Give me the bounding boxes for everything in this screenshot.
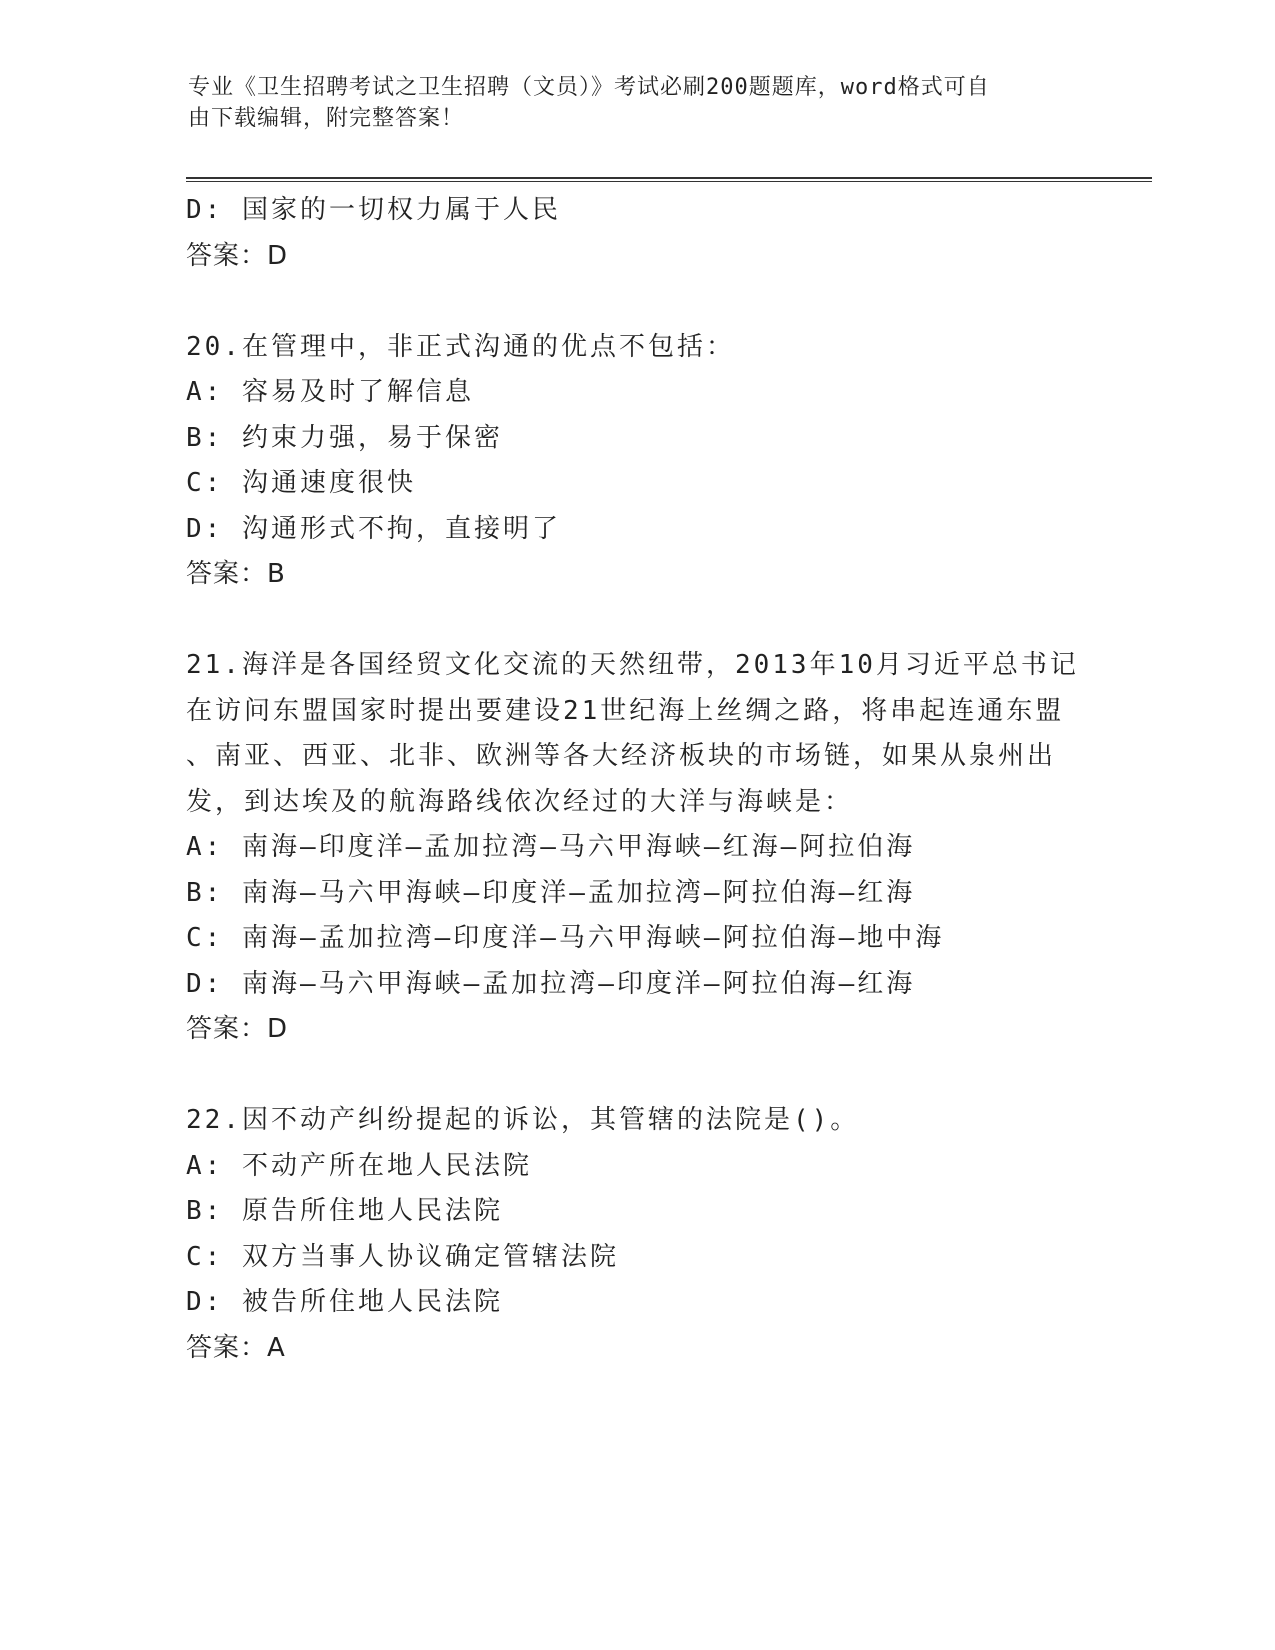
question-stem-line-3: 、南亚、西亚、北非、欧洲等各大经济板块的市场链，如果从泉州出 xyxy=(186,741,1057,771)
option-d: D: 沟通形式不拘，直接明了 xyxy=(186,513,561,544)
header-divider xyxy=(186,177,1152,182)
question-content xyxy=(186,188,1086,1371)
option-a: A: 南海—印度洋—孟加拉湾—马六甲海峡—红海—阿拉伯海 xyxy=(186,832,916,862)
header-line-1: 专业《卫生招聘考试之卫生招聘（文员）》考试必刷200题题库，word格式可自 xyxy=(188,75,990,100)
page-header xyxy=(188,72,1068,134)
option-c: C: 南海—孟加拉湾—印度洋—马六甲海峡—阿拉伯海—地中海 xyxy=(186,923,945,953)
question-stem: 20.在管理中，非正式沟通的优点不包括： xyxy=(186,331,735,362)
question-21 xyxy=(186,643,1086,1053)
answer: 答案：D xyxy=(186,240,289,271)
spacer xyxy=(186,598,1086,644)
option-a: A: 容易及时了解信息 xyxy=(186,377,474,407)
option-d: D: 南海—马六甲海峡—孟加拉湾—印度洋—阿拉伯海—红海 xyxy=(186,968,916,999)
question-19-tail xyxy=(186,188,1086,279)
answer: 答案：A xyxy=(186,1332,286,1363)
option-b: B: 南海—马六甲海峡—印度洋—孟加拉湾—阿拉伯海—红海 xyxy=(186,877,916,908)
option-a: A: 不动产所在地人民法院 xyxy=(186,1150,532,1181)
question-22 xyxy=(186,1098,1086,1371)
option-b: B: 原告所住地人民法院 xyxy=(186,1196,503,1226)
option-c: C: 沟通速度很快 xyxy=(186,468,416,498)
spacer xyxy=(186,1053,1086,1099)
answer: 答案：B xyxy=(186,559,286,589)
spacer xyxy=(186,279,1086,325)
answer: 答案：D xyxy=(186,1014,289,1044)
question-stem-line-4: 发，到达埃及的航海路线依次经过的大洋与海峡是： xyxy=(186,786,854,817)
option-b: B: 约束力强，易于保密 xyxy=(186,422,503,453)
question-20 xyxy=(186,325,1086,598)
question-stem: 22.因不动产纠纷提起的诉讼，其管辖的法院是()。 xyxy=(186,1105,860,1135)
question-stem-line-2: 在访问东盟国家时提出要建设21世纪海上丝绸之路，将串起连通东盟 xyxy=(186,695,1065,726)
header-line-2: 由下载编辑，附完整答案！ xyxy=(188,106,465,131)
option-d: D: 国家的一切权力属于人民 xyxy=(186,195,561,225)
option-c: C: 双方当事人协议确定管辖法院 xyxy=(186,1241,619,1272)
question-stem-line-1: 21.海洋是各国经贸文化交流的天然纽带，2013年10月习近平总书记 xyxy=(186,650,1079,680)
option-d: D: 被告所住地人民法院 xyxy=(186,1287,503,1317)
